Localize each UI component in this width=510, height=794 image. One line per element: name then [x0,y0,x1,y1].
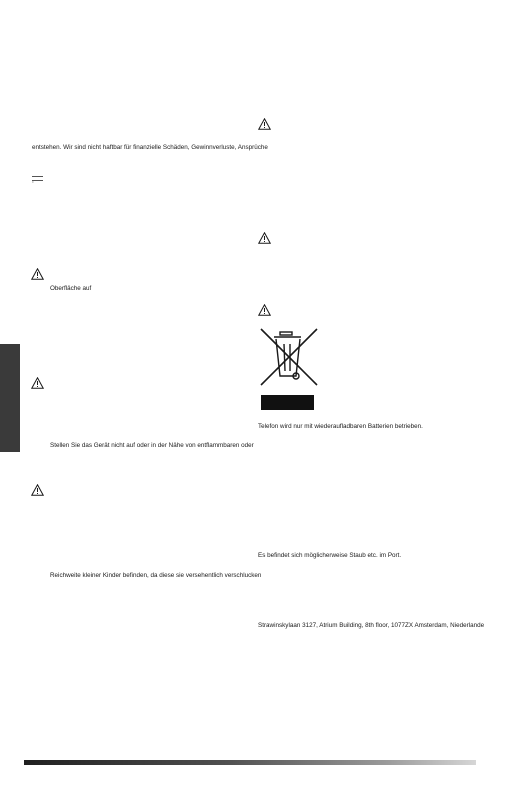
warning-triangle-icon [31,484,44,496]
side-section-tab [0,344,20,452]
liability-text: entstehen. Wir sind nicht haftbar für finanzielle Schäden, Gewinnverluste, Ansprüche [32,144,268,151]
weee-bar [261,395,314,410]
surface-text: Oberfläche auf [50,285,92,292]
address-text: Strawinskylaan 3127, Atrium Building, 8th floor, 1077ZX Amsterdam, Niederlande [258,622,485,629]
warning-triangle-icon [258,304,271,316]
footer-gradient-bar [24,760,476,765]
crossed-out-wheelie-bin-icon [258,326,320,388]
children-text: Reichweite kleiner Kinder befinden, da diese sie versehentlich verschlucken [50,572,262,579]
warning-triangle-icon [31,268,44,280]
dust-text: Es befindet sich möglicherweise Staub etc. im Port. [258,552,402,559]
warning-triangle-icon [258,118,271,130]
battery-text: Telefon wird nur mit wiederaufladbaren Batterien betrieben. [258,423,423,430]
tiny-marker: ≡ [32,180,34,184]
flammable-text: Stellen Sie das Gerät nicht auf oder in der Nähe von entflammbaren oder [50,442,254,449]
warning-triangle-icon [258,232,271,244]
warning-triangle-icon [31,377,44,389]
